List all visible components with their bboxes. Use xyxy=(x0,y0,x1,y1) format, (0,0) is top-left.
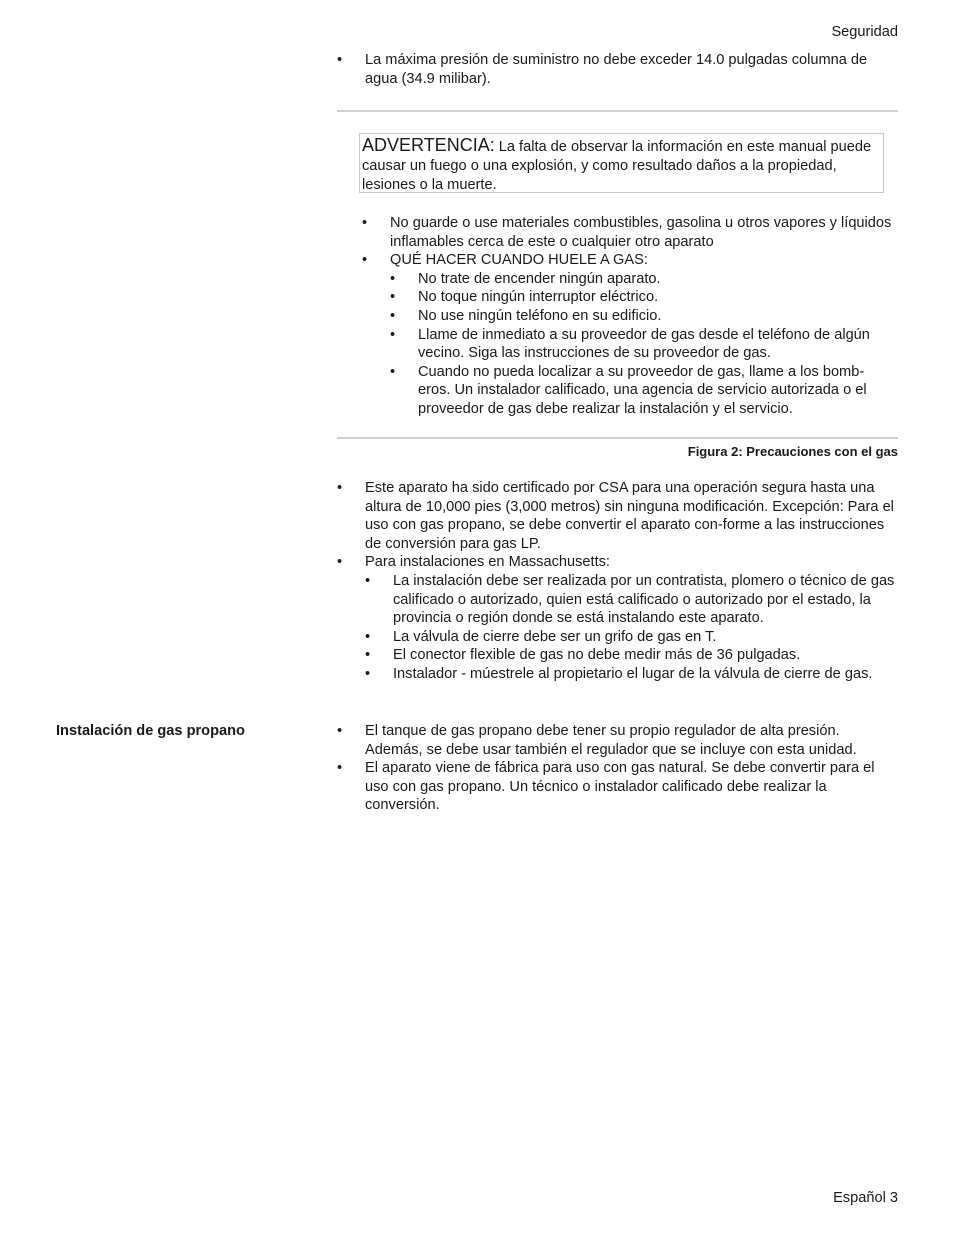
sub-list-item-text: Instalador - múestrele al propietario el lugar de la válvula de cierre de gas. xyxy=(393,665,873,682)
sub-list-item xyxy=(365,665,898,684)
list-item xyxy=(337,759,898,815)
list-item-text: Para instalaciones en Massachusetts: xyxy=(365,554,610,571)
bullet-marker: • xyxy=(337,52,343,68)
bullet-marker: • xyxy=(390,289,396,306)
supply-pressure-text: La máxima presión de suministro no debe exceder 14.0 pulgadas columna de agua (34.9 milibar). xyxy=(365,52,868,87)
sub-list-item-text: No use ningún teléfono en su edificio. xyxy=(418,307,662,324)
list-item-text: Este aparato ha sido certificado por CSA para una operación segura hasta una altura de 10,000 pies (3,000 metros) sin ninguna modificación. Excepción: Para el uso con gas propano, se debe convertir el aparato con-forme a las instrucciones de conversión para gas LP. xyxy=(365,480,894,552)
bullet-marker: • xyxy=(365,647,371,664)
list-item-text: No guarde o use materiales combustibles, gasolina u otros vapores y líquidos inflamables cerca de este o cualquier otro aparato xyxy=(390,215,892,250)
sub-list-item-text: No trate de encender ningún aparato. xyxy=(418,270,661,287)
sub-list-item-text: La instalación debe ser realizada por un contratista, plomero o técnico de gas calificado o autorizado, quien está calificado o autorizado por el estado, la provincia o región donde se está instalando este aparato. xyxy=(393,572,895,627)
sub-list-item xyxy=(365,628,898,647)
list-item xyxy=(362,251,892,270)
sub-list-item xyxy=(390,288,892,307)
bullet-marker: • xyxy=(390,270,396,287)
list-item xyxy=(337,722,898,759)
bullet-marker: • xyxy=(337,723,343,739)
sub-list-item xyxy=(390,307,892,326)
bullet-marker: • xyxy=(365,665,371,682)
list-item-text: El tanque de gas propano debe tener su propio regulador de alta presión. Además, se debe usar también el regulador que se incluye con esta unidad. xyxy=(365,723,857,758)
bullet-marker: • xyxy=(362,252,368,269)
warning-title: ADVERTENCIA: xyxy=(362,135,495,155)
sub-list-item-text: La válvula de cierre debe ser un grifo de gas en T. xyxy=(393,628,717,645)
figure-top-rule xyxy=(337,110,898,112)
bullet-marker: • xyxy=(390,326,396,343)
supply-pressure-item xyxy=(337,51,898,88)
bullet-marker: • xyxy=(390,307,396,324)
sub-list-item xyxy=(390,270,892,289)
warning-box xyxy=(359,133,884,193)
propane-list xyxy=(337,722,898,815)
sub-list-item-text: No toque ningún interruptor eléctrico. xyxy=(418,289,659,306)
bullet-marker: • xyxy=(337,760,343,777)
sub-list-item xyxy=(365,646,898,665)
page-number: Español 3 xyxy=(833,1190,898,1206)
sub-list-item-text: Cuando no pueda localizar a su proveedor de gas, llame a los bomb-eros. Un instalador calificado, una agencia de servicio autorizada o el proveedor de gas debe realizar la instalación y el servicio. xyxy=(418,363,867,417)
bullet-marker: • xyxy=(365,572,371,589)
sub-list-item xyxy=(365,572,898,628)
list-item-text: El aparato viene de fábrica para uso con gas natural. Se debe convertir para el uso con gas propano. Un técnico o instalador calificado debe realizar la conversión. xyxy=(365,760,875,814)
list-item xyxy=(362,214,892,251)
sub-list-item xyxy=(390,326,892,363)
list-item xyxy=(337,479,898,553)
bullet-marker: • xyxy=(365,628,371,645)
sub-list-item-text: Llame de inmediato a su proveedor de gas desde el teléfono de algún vecino. Siga las instrucciones de su proveedor de gas. xyxy=(418,326,870,362)
bullet-marker: • xyxy=(337,480,343,496)
gas-precautions-list xyxy=(362,214,892,419)
propane-section-heading: Instalación de gas propano xyxy=(56,723,245,739)
bullet-marker: • xyxy=(362,215,368,231)
certification-list xyxy=(337,479,898,684)
warning-text: La falta de observar la información en este manual puede causar un fuego o una explosión, y como resultado daños a la propiedad, lesiones o la muerte. xyxy=(362,139,872,193)
figure-bottom-rule xyxy=(337,437,898,439)
sub-list-item xyxy=(390,363,892,419)
bullet-marker: • xyxy=(337,554,343,571)
list-item-text: QUÉ HACER CUANDO HUELE A GAS: xyxy=(390,252,648,269)
running-header: Seguridad xyxy=(831,24,898,40)
figure-caption: Figura 2: Precauciones con el gas xyxy=(687,444,898,459)
bullet-marker: • xyxy=(390,363,396,380)
list-item xyxy=(337,553,898,572)
sub-list-item-text: El conector flexible de gas no debe medir más de 36 pulgadas. xyxy=(393,647,801,664)
